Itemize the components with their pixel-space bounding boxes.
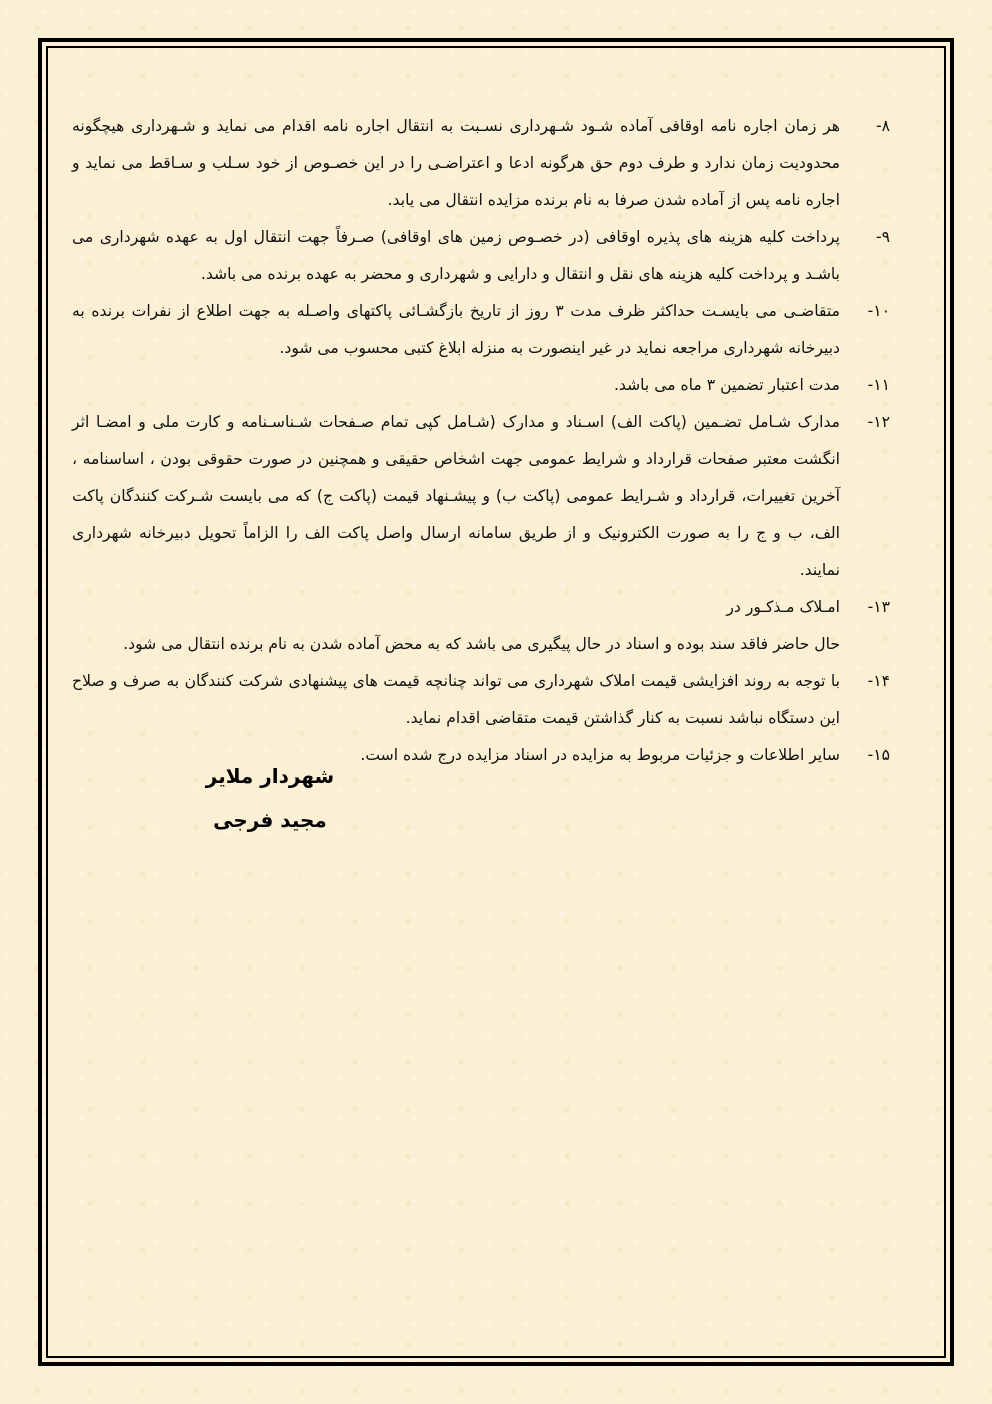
clause-text-rest: حال حاضر فاقد سند بوده و اسناد در حال پیگیری می باشد که به محض آماده شدن به نام برنده انتقال می شود. xyxy=(123,635,840,653)
clause-text-first xyxy=(72,589,840,626)
clause-number: ۱۳- xyxy=(867,598,890,616)
clause-text: سایر اطلاعات و جزئیات مربوط به مزایده در اسناد مزایده درج شده است. xyxy=(360,746,840,764)
clause-11 xyxy=(72,367,890,404)
clause-13 xyxy=(72,589,890,663)
clause-number: ۱۵- xyxy=(867,746,890,764)
signature-block xyxy=(180,754,360,842)
document-body xyxy=(72,108,890,774)
clause-8 xyxy=(72,108,890,219)
clause-number: ۹- xyxy=(875,228,890,246)
clause-text: متقاضـی می بایسـت حداکثر ظرف مدت ۳ روز از تاریخ بازگشـائی پاکتهای واصـله به جهت اطلاع از نفرات برنده به دبیرخانه شهرداری مراجعه نماید در غیر اینصورت به منزله ابلاغ کتبی محسوب می شود. xyxy=(72,302,840,357)
clause-12 xyxy=(72,404,890,589)
clause-text: هر زمان اجاره نامه اوقافی آماده شـود شـهرداری نسـبت به انتقال اجاره نامه اقدام می نماید و شـهرداری هیچگونه محدودیت زمان ندارد و طرف دوم حق هرگونه ادعا و اعتراضـی را در این خصـوص از خود سـلب و سـاقط می نماید و اجاره نامه پس از آماده شدن صرفا به نام برنده مزایده انتقال می یابد. xyxy=(72,117,840,209)
clause-text: با توجه به روند افزایشی قیمت املاک شهرداری می تواند چنانچه قیمت های پیشنهادی شرکت کنندگان به صرف و صلاح این دستگاه نباشد نسبت به کنار گذاشتن قیمت متقاضی اقدام نماید. xyxy=(72,672,840,727)
clause-number: ۱۱- xyxy=(867,376,890,394)
clause-number: ۱۴- xyxy=(867,672,890,690)
clause-text: مدت اعتبار تضمین ۳ ماه می باشد. xyxy=(613,376,840,394)
signature-name: مجید فرجی xyxy=(213,808,327,832)
clause-number: ۸- xyxy=(875,117,890,135)
clause-number: ۱۲- xyxy=(867,413,890,431)
clause-text-start: امـلاک مـذکـور در xyxy=(726,598,840,616)
signature-title: شهردار ملایر xyxy=(205,764,335,788)
clause-text: مدارک شـامل تضـمین (پاکت الف) اسـناد و مدارک (شـامل کپی تمام صـفحات شـناسـنامه و کارت ملی و امضـا اثر انگشت معتبر صفحات قرارداد و شرایط عمومی جهت اشخاص حقیقی و همچنین در صورت حقوقی بودن ، اساسنامه ، آخرین تغییرات، قرارداد و شـرایط عمومی (پاکت ب) و پیشـنهاد قیمت (پاکت ج) که می بایست شـرکت کنندگان پاکت الف، ب و ج را به صورت الکترونیک و از طریق سامانه ارسال واصل پاکت الف را الزاماً تحویل دبیرخانه شهرداری نمایند. xyxy=(72,413,840,579)
clause-10 xyxy=(72,293,890,367)
clause-14 xyxy=(72,663,890,737)
clause-9 xyxy=(72,219,890,293)
clause-text: پرداخت کلیه هزینه های پذیره اوقافی (در خصـوص زمین های اوقافی) صـرفاً جهت انتقال اول به عهده شهرداری می باشـد و پرداخت کلیه هزینه های نقل و انتقال و دارایی و شهرداری و محضر به عهده برنده می باشد. xyxy=(72,228,840,283)
clause-number: ۱۰- xyxy=(867,302,890,320)
